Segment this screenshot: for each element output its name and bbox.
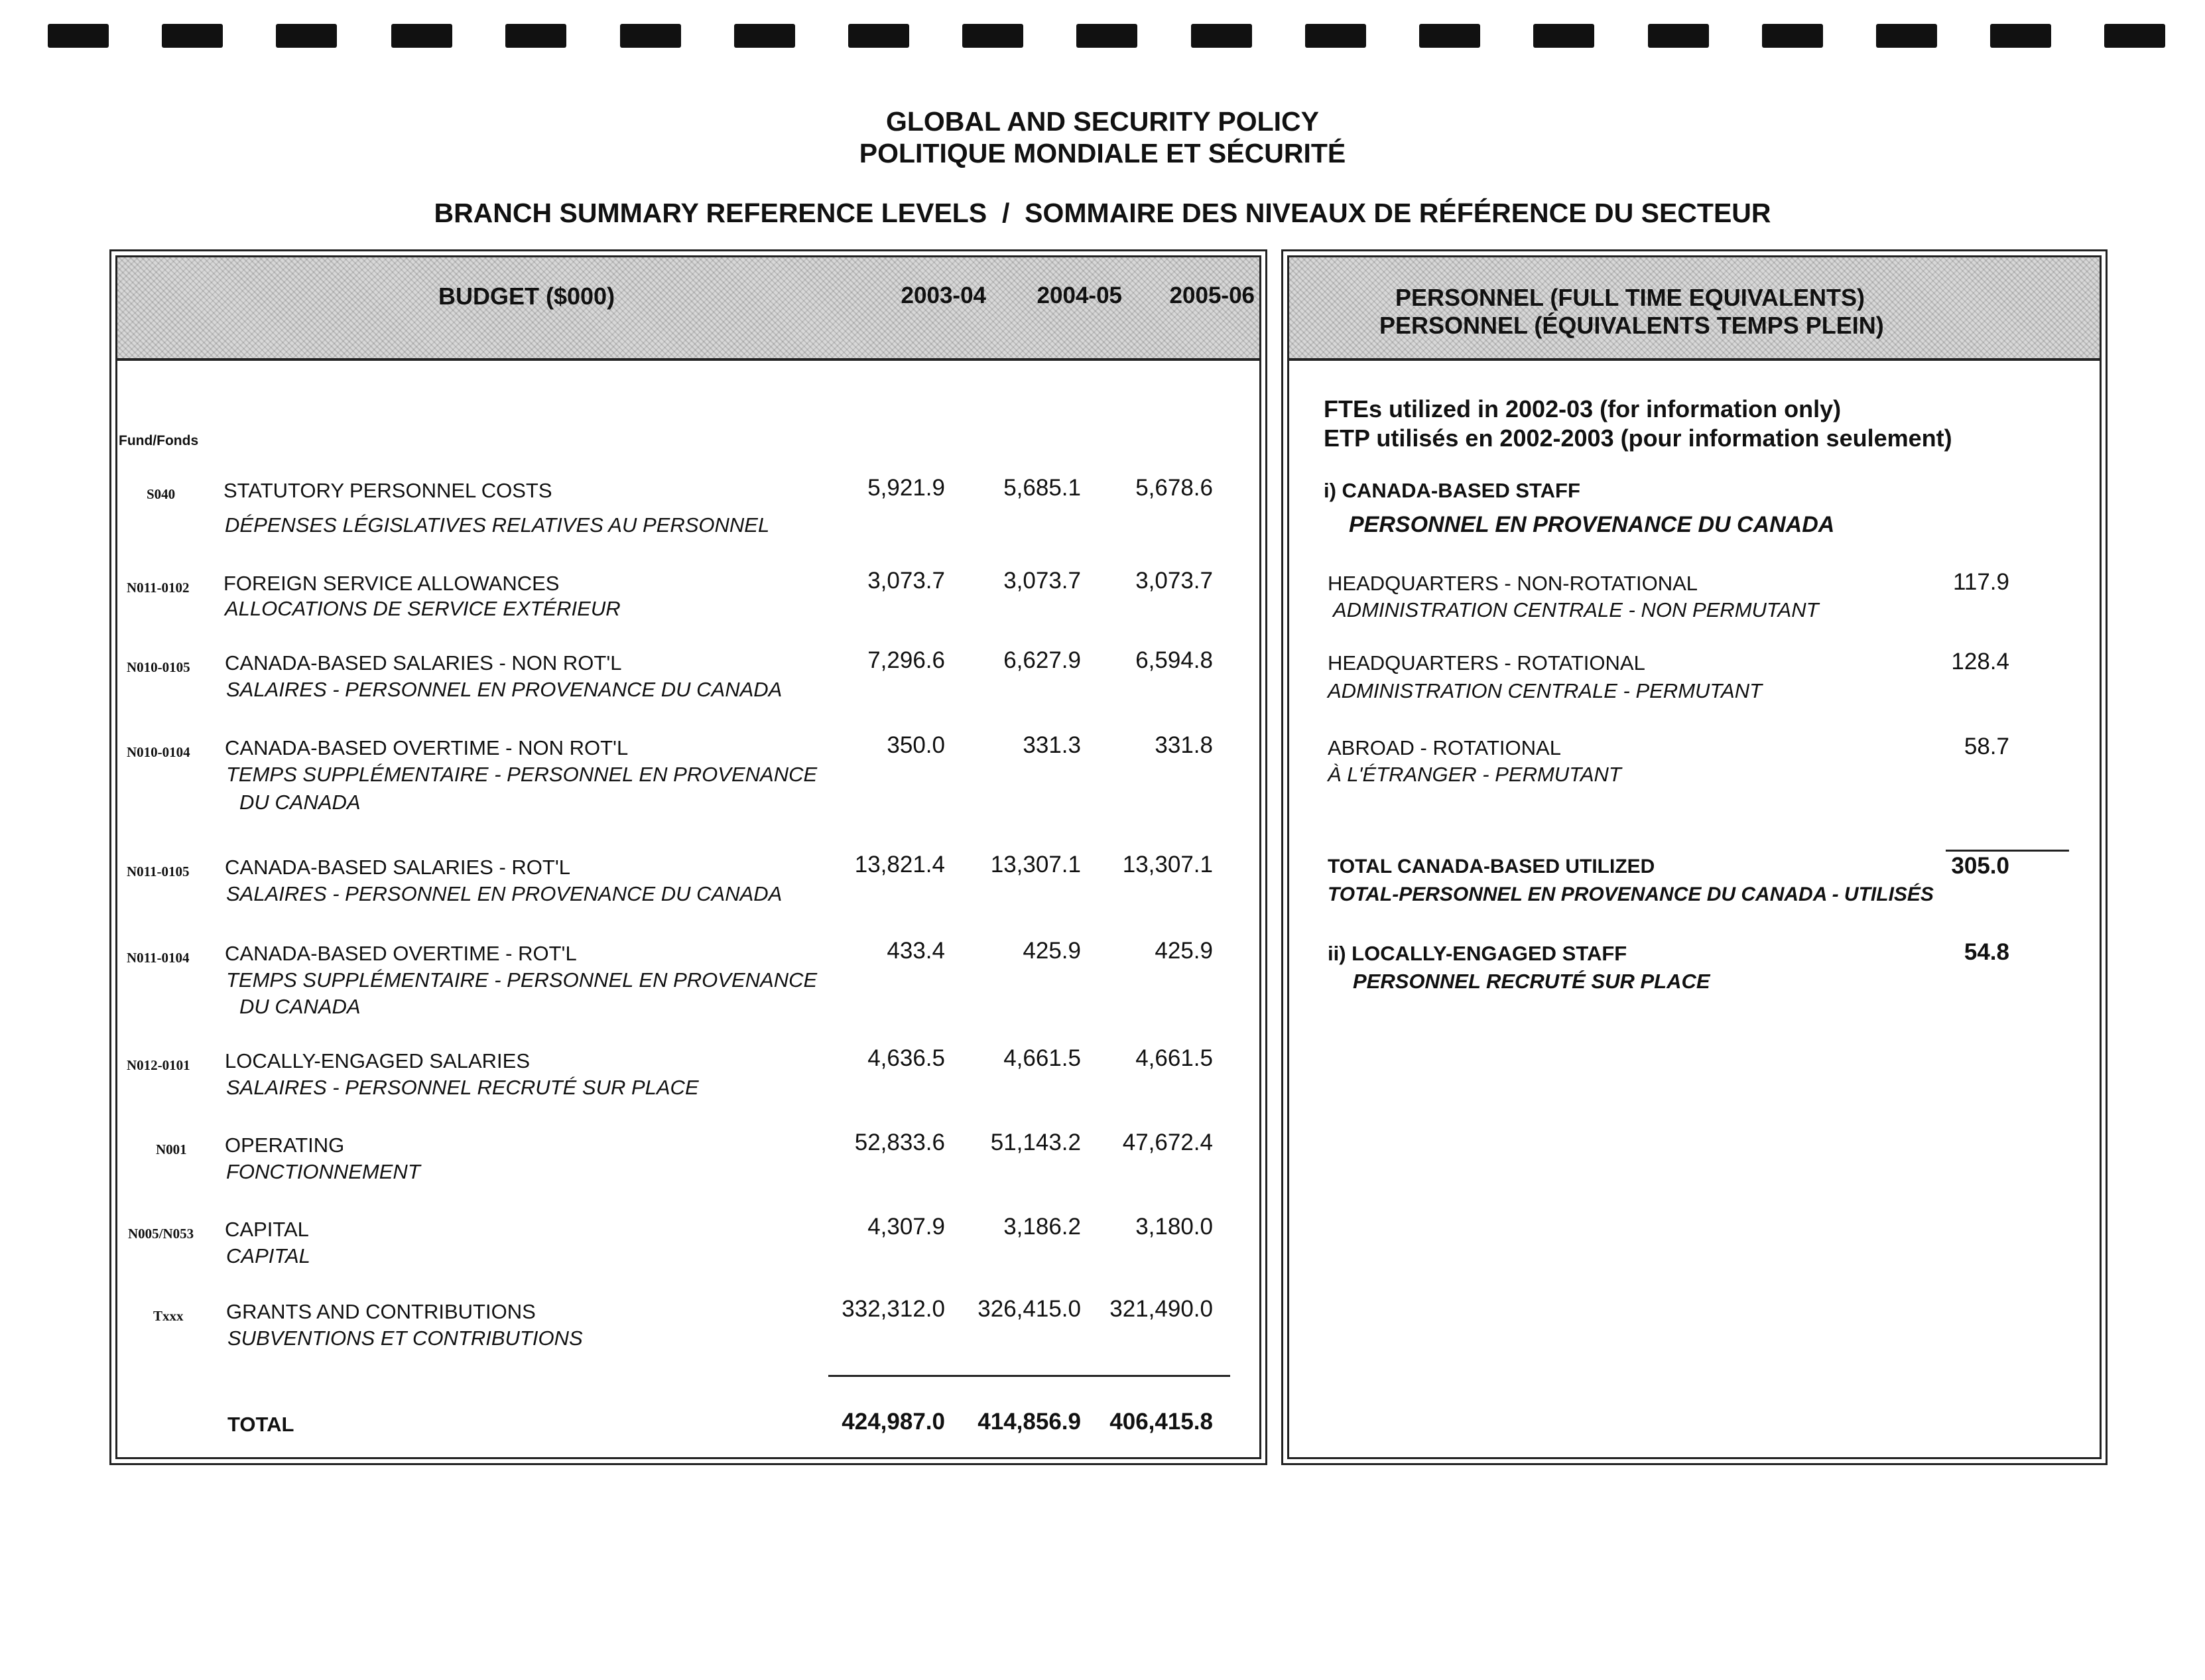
row-label-fr: ALLOCATIONS DE SERVICE EXTÉRIEUR — [225, 597, 621, 620]
value-2005-06: 425.9 — [1155, 938, 1213, 964]
value-2005-06: 321,490.0 — [1109, 1296, 1213, 1322]
punch-mark — [1533, 24, 1594, 48]
row-label-fr: CAPITAL — [226, 1244, 310, 1267]
personnel-total-value: 305.0 — [1951, 853, 2009, 879]
fund-code: N011-0102 — [127, 580, 190, 596]
row-label-en: CANADA-BASED OVERTIME - ROT'L — [225, 942, 577, 965]
budget-panel — [115, 255, 1261, 1459]
row-label-fr: FONCTIONNEMENT — [226, 1160, 420, 1183]
row-label-en: GRANTS AND CONTRIBUTIONS — [226, 1300, 536, 1323]
local-staff-value: 54.8 — [1964, 939, 2009, 965]
fund-code: N001 — [156, 1141, 187, 1157]
punch-mark — [1419, 24, 1480, 48]
year-header: 2004-05 — [1037, 283, 1122, 308]
row-label-en: CANADA-BASED SALARIES - ROT'L — [225, 856, 570, 879]
row-label-en: CANADA-BASED SALARIES - NON ROT'L — [225, 651, 622, 675]
personnel-label-fr: ADMINISTRATION CENTRALE - PERMUTANT — [1328, 679, 1763, 702]
punch-mark — [848, 24, 909, 48]
row-label-en: CANADA-BASED OVERTIME - NON ROT'L — [225, 736, 629, 759]
row-label-fr: SUBVENTIONS ET CONTRIBUTIONS — [227, 1326, 583, 1350]
total-2004-05: 414,856.9 — [977, 1409, 1081, 1435]
value-2003-04: 52,833.6 — [854, 1130, 945, 1155]
punch-mark — [276, 24, 337, 48]
personnel-heading: PERSONNEL (FULL TIME EQUIVALENTS) — [1395, 284, 1865, 311]
fte-info-en: FTEs utilized in 2002-03 (for information only) — [1324, 395, 1842, 422]
value-2005-06: 331.8 — [1155, 732, 1213, 758]
total-rule — [828, 1375, 1230, 1377]
row-label-fr-cont: DU CANADA — [239, 995, 361, 1018]
row-label-en: FOREIGN SERVICE ALLOWANCES — [223, 572, 560, 595]
row-label-en: LOCALLY-ENGAGED SALARIES — [225, 1049, 531, 1072]
punch-mark — [48, 24, 109, 48]
personnel-label-en: HEADQUARTERS - NON-ROTATIONAL — [1328, 572, 1698, 595]
personnel-heading-french: PERSONNEL (ÉQUIVALENTS TEMPS PLEIN) — [1379, 312, 1884, 339]
value-2003-04: 4,636.5 — [867, 1045, 945, 1071]
fund-column-label: Fund/Fonds — [119, 433, 199, 448]
value-2004-05: 326,415.0 — [977, 1296, 1081, 1322]
fund-code: N011-0105 — [127, 864, 190, 879]
punch-mark — [1305, 24, 1366, 48]
page-title-french: POLITIQUE MONDIALE ET SÉCURITÉ — [859, 138, 1346, 168]
value-2005-06: 47,672.4 — [1122, 1130, 1213, 1155]
value-2005-06: 3,073.7 — [1135, 568, 1213, 594]
value-2004-05: 331.3 — [1023, 732, 1081, 758]
row-label-fr-cont: DU CANADA — [239, 791, 361, 814]
value-2005-06: 13,307.1 — [1122, 852, 1213, 877]
row-label-fr: SALAIRES - PERSONNEL EN PROVENANCE DU CANADA — [226, 678, 783, 701]
value-2003-04: 7,296.6 — [867, 647, 945, 673]
punch-mark — [620, 24, 681, 48]
personnel-total-rule — [1946, 850, 2069, 852]
row-label-fr: SALAIRES - PERSONNEL EN PROVENANCE DU CANADA — [226, 882, 783, 905]
value-2003-04: 332,312.0 — [842, 1296, 945, 1322]
value-2004-05: 4,661.5 — [1003, 1045, 1081, 1071]
personnel-panel — [1287, 255, 2102, 1459]
value-2003-04: 433.4 — [887, 938, 945, 964]
value-2005-06: 3,180.0 — [1135, 1214, 1213, 1240]
total-label: TOTAL — [227, 1413, 294, 1436]
row-label-fr: TEMPS SUPPLÉMENTAIRE - PERSONNEL EN PROVENANCE — [226, 968, 818, 992]
row-label-fr: DÉPENSES LÉGISLATIVES RELATIVES AU PERSONNEL — [225, 513, 770, 537]
punch-mark — [162, 24, 223, 48]
punch-mark — [1076, 24, 1137, 48]
value-2005-06: 6,594.8 — [1135, 647, 1213, 673]
personnel-total-label: TOTAL CANADA-BASED UTILIZED — [1328, 856, 1655, 877]
budget-panel-header — [117, 257, 1259, 361]
punch-mark — [1990, 24, 2051, 48]
personnel-total-label-fr: TOTAL-PERSONNEL EN PROVENANCE DU CANADA - UTILISÉS — [1328, 883, 1934, 905]
page-subtitle: BRANCH SUMMARY REFERENCE LEVELS / SOMMAIRE DES NIVEAUX DE RÉFÉRENCE DU SECTEUR — [434, 198, 1771, 228]
personnel-label-en: ABROAD - ROTATIONAL — [1328, 736, 1561, 759]
page-title: GLOBAL AND SECURITY POLICY — [885, 106, 1320, 137]
value-2003-04: 3,073.7 — [867, 568, 945, 594]
punch-mark — [1876, 24, 1937, 48]
fund-code: Txxx — [153, 1308, 184, 1324]
fund-code: S040 — [147, 486, 176, 502]
budget-heading: BUDGET ($000) — [438, 283, 615, 310]
fund-code: N005/N053 — [128, 1226, 194, 1242]
local-staff-heading-fr: PERSONNEL RECRUTÉ SUR PLACE — [1353, 970, 1710, 993]
row-label-en: STATUTORY PERSONNEL COSTS — [223, 479, 552, 502]
value-2003-04: 5,921.9 — [867, 475, 945, 501]
row-label-en: CAPITAL — [225, 1218, 309, 1241]
punch-mark — [962, 24, 1023, 48]
fte-info-fr: ETP utilisés en 2002-2003 (pour information seulement) — [1324, 424, 1952, 452]
canada-staff-heading-fr: PERSONNEL EN PROVENANCE DU CANADA — [1349, 512, 1835, 537]
row-label-en: OPERATING — [225, 1133, 345, 1157]
row-label-fr: TEMPS SUPPLÉMENTAIRE - PERSONNEL EN PROVENANCE — [226, 763, 818, 786]
punch-mark — [2104, 24, 2165, 48]
value-2004-05: 3,186.2 — [1003, 1214, 1081, 1240]
value-2004-05: 5,685.1 — [1003, 475, 1081, 501]
personnel-value: 128.4 — [1951, 649, 2009, 675]
canada-staff-heading: i) CANADA-BASED STAFF — [1324, 479, 1580, 502]
value-2004-05: 425.9 — [1023, 938, 1081, 964]
personnel-label-fr: À L'ÉTRANGER - PERMUTANT — [1328, 763, 1621, 786]
fund-code: N010-0105 — [127, 659, 190, 675]
punch-mark — [1191, 24, 1252, 48]
punch-mark — [1648, 24, 1709, 48]
value-2004-05: 3,073.7 — [1003, 568, 1081, 594]
punch-mark — [505, 24, 566, 48]
value-2004-05: 13,307.1 — [990, 852, 1081, 877]
fund-code: N010-0104 — [127, 744, 190, 760]
personnel-label-en: HEADQUARTERS - ROTATIONAL — [1328, 651, 1645, 675]
row-label-fr: SALAIRES - PERSONNEL RECRUTÉ SUR PLACE — [226, 1076, 699, 1099]
value-2004-05: 51,143.2 — [990, 1130, 1081, 1155]
fund-code: N011-0104 — [127, 950, 190, 966]
value-2005-06: 5,678.6 — [1135, 475, 1213, 501]
fund-code: N012-0101 — [127, 1057, 190, 1073]
personnel-label-fr: ADMINISTRATION CENTRALE - NON PERMUTANT — [1333, 598, 1819, 621]
value-2005-06: 4,661.5 — [1135, 1045, 1213, 1071]
personnel-value: 117.9 — [1953, 569, 2009, 595]
year-header: 2003-04 — [901, 283, 986, 308]
year-header: 2005-06 — [1169, 283, 1255, 308]
total-2005-06: 406,415.8 — [1109, 1409, 1213, 1435]
total-2003-04: 424,987.0 — [842, 1409, 945, 1435]
value-2003-04: 13,821.4 — [854, 852, 945, 877]
punch-mark — [1762, 24, 1823, 48]
punch-mark — [734, 24, 795, 48]
local-staff-heading: ii) LOCALLY-ENGAGED STAFF — [1328, 942, 1627, 965]
value-2004-05: 6,627.9 — [1003, 647, 1081, 673]
personnel-value: 58.7 — [1964, 734, 2009, 759]
value-2003-04: 350.0 — [887, 732, 945, 758]
value-2003-04: 4,307.9 — [867, 1214, 945, 1240]
punch-mark — [391, 24, 452, 48]
